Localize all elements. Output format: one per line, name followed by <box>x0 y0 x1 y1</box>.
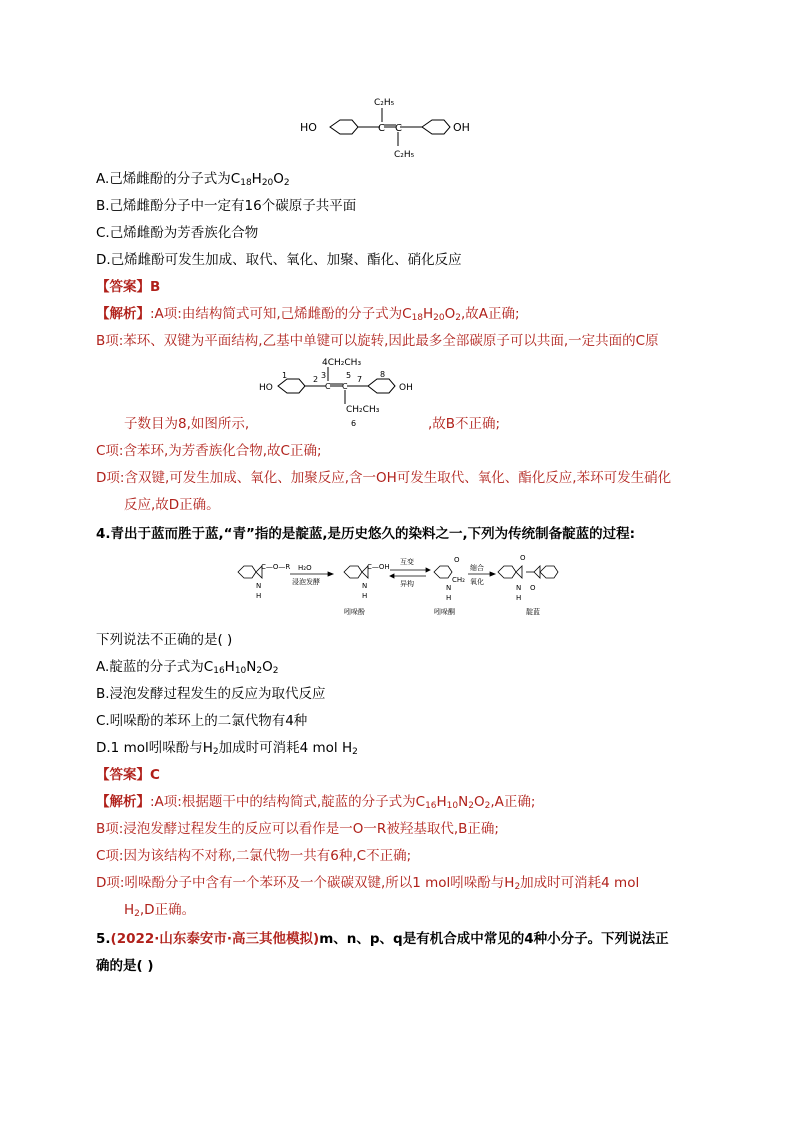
q3-analysis-b1: B项:苯环、双键为平面结构,乙基中单键可以旋转,因此最多全部碳原子可以共面,一定共面的C原 <box>96 333 659 349</box>
scheme-reagent1-top: H₂O <box>298 564 312 572</box>
scheme-ch2: CH₂ <box>452 576 465 584</box>
scheme-reagent2-top: 互变 <box>400 558 414 566</box>
q3-analysis-a: 【解析】:A项:由结构简式可知,己烯雌酚的分子式为$C_{18}H_{20}O_2$,故A正确; <box>96 306 520 323</box>
scheme-oh-group: C—OH <box>367 563 390 571</box>
q4-analysis-b: B项:浸泡发酵过程发生的反应可以看作是一O一R被羟基取代,B正确; <box>96 821 499 837</box>
q5-stem-line1: 5.(2022·山东泰安市·高三其他模拟)m、n、p、q是有机合成中常见的4种小分子。下列说法正 <box>96 931 669 947</box>
scheme-reagent3-top: 缩合 <box>470 564 484 572</box>
q3-option-a: A.己烯雌酚的分子式为$C_{18}H_{20}O_2$ <box>96 171 290 188</box>
scheme-h-2: H <box>362 592 368 600</box>
q4-analysis-d1: D项:吲哚酚分子中含有一个苯环及一个碳碳双键,所以1 mol吲哚酚与$H_2$加成时可消耗4 mol <box>96 875 640 892</box>
q4-analysis-d2: $H_2,D$正确。 <box>124 902 196 919</box>
fig1-oh: OH <box>453 121 470 134</box>
scheme-n-4: N <box>516 584 522 592</box>
scheme-r-group: C—O—R <box>261 563 291 571</box>
fig2-n3: 3 <box>321 371 327 380</box>
q3-analysis-d2: 反应,故D正确。 <box>124 497 220 513</box>
q3-answer: 【答案】B <box>96 279 161 295</box>
fig2-n7: 7 <box>357 375 363 384</box>
fig1-c-right: C <box>395 123 402 134</box>
q4-option-c: C.吲哚酚的苯环上的二氯代物有4种 <box>96 713 308 729</box>
fig2-n1: 1 <box>282 371 288 380</box>
scheme-name-3: 靛蓝 <box>526 608 540 616</box>
fig1-bottom-sub: C₂H₅ <box>394 150 415 160</box>
q5-stem-line2: 确的是( ) <box>96 958 154 974</box>
fig2-n6: 6 <box>351 419 357 428</box>
q4-option-d: D.1 mol吲哚酚与$H_2$加成时可消耗4 mol $H_2$ <box>96 740 358 757</box>
q3-option-c: C.己烯雌酚为芳香族化合物 <box>96 225 259 241</box>
q4-option-a: A.靛蓝的分子式为$C_{16}H_{10}N_2O_2$ <box>96 659 279 676</box>
q4-option-b: B.浸泡发酵过程发生的反应为取代反应 <box>96 686 326 702</box>
fig2-bottom: CH₂CH₃ <box>346 405 380 415</box>
structure-figure-1 <box>290 94 550 164</box>
scheme-reagent2-bottom: 异构 <box>400 580 414 588</box>
q3-analysis-b2b: ,故B不正确; <box>428 416 501 432</box>
q4-stem: 4.青出于蓝而胜于蓝,“青”指的是靛蓝,是历史悠久的染料之一,下列为传统制备靛蓝的过程: <box>96 526 636 542</box>
q4-analysis-c: C项:因为该结构不对称,二氯代物一共有6种,C不正确; <box>96 848 412 864</box>
q3-analysis-d1: D项:含双键,可发生加成、氧化、加聚反应,含一OH可发生取代、氧化、酯化反应,苯环可发生硝化 <box>96 470 672 486</box>
structure-figure-2 <box>256 356 456 428</box>
fig2-c2: C <box>342 382 348 391</box>
scheme-name-1: 吲哚酚 <box>344 608 365 616</box>
scheme-n-2: N <box>362 582 368 590</box>
fig2-oh: OH <box>399 383 413 393</box>
fig2-c1: C <box>325 382 331 391</box>
fig2-n8: 8 <box>380 370 386 379</box>
q3-analysis-b2a: 子数目为8,如图所示, <box>124 416 250 432</box>
fig1-c-left: C <box>378 123 385 134</box>
scheme-reagent1-bottom: 浸泡发酵 <box>292 578 320 586</box>
q3-option-d: D.己烯雌酚可发生加成、取代、氧化、加聚、酯化、硝化反应 <box>96 252 462 268</box>
fig2-top: 4CH₂CH₃ <box>322 358 362 368</box>
q4-analysis-a: 【解析】:A项:根据题干中的结构简式,靛蓝的分子式为$C_{16}H_{10}N_2O_2,A$正确; <box>96 794 536 811</box>
fig1-ho: HO <box>300 121 317 134</box>
scheme-h-1: H <box>256 592 262 600</box>
fig2-n2: 2 <box>313 375 319 384</box>
scheme-o-3b: O <box>530 584 536 592</box>
scheme-n-1: N <box>256 582 262 590</box>
scheme-h-4: H <box>516 594 522 602</box>
fig2-ho: HO <box>259 383 273 393</box>
q3-option-b: B.己烯雌酚分子中一定有16个碳原子共平面 <box>96 198 357 214</box>
fig2-n5: 5 <box>346 371 352 380</box>
q4-question: 下列说法不正确的是( ) <box>96 632 233 648</box>
reaction-scheme <box>230 552 570 620</box>
q4-answer: 【答案】C <box>96 767 160 783</box>
scheme-reagent3-bottom: 氧化 <box>470 578 484 586</box>
fig1-top-sub: C₂H₅ <box>374 98 395 108</box>
scheme-name-2: 吲哚酮 <box>434 608 455 616</box>
scheme-h-3: H <box>446 594 452 602</box>
q3-analysis-c: C项:含苯环,为芳香族化合物,故C正确; <box>96 443 322 459</box>
scheme-o-3a: O <box>520 554 526 562</box>
scheme-n-3: N <box>446 584 452 592</box>
scheme-o-2: O <box>454 556 460 564</box>
